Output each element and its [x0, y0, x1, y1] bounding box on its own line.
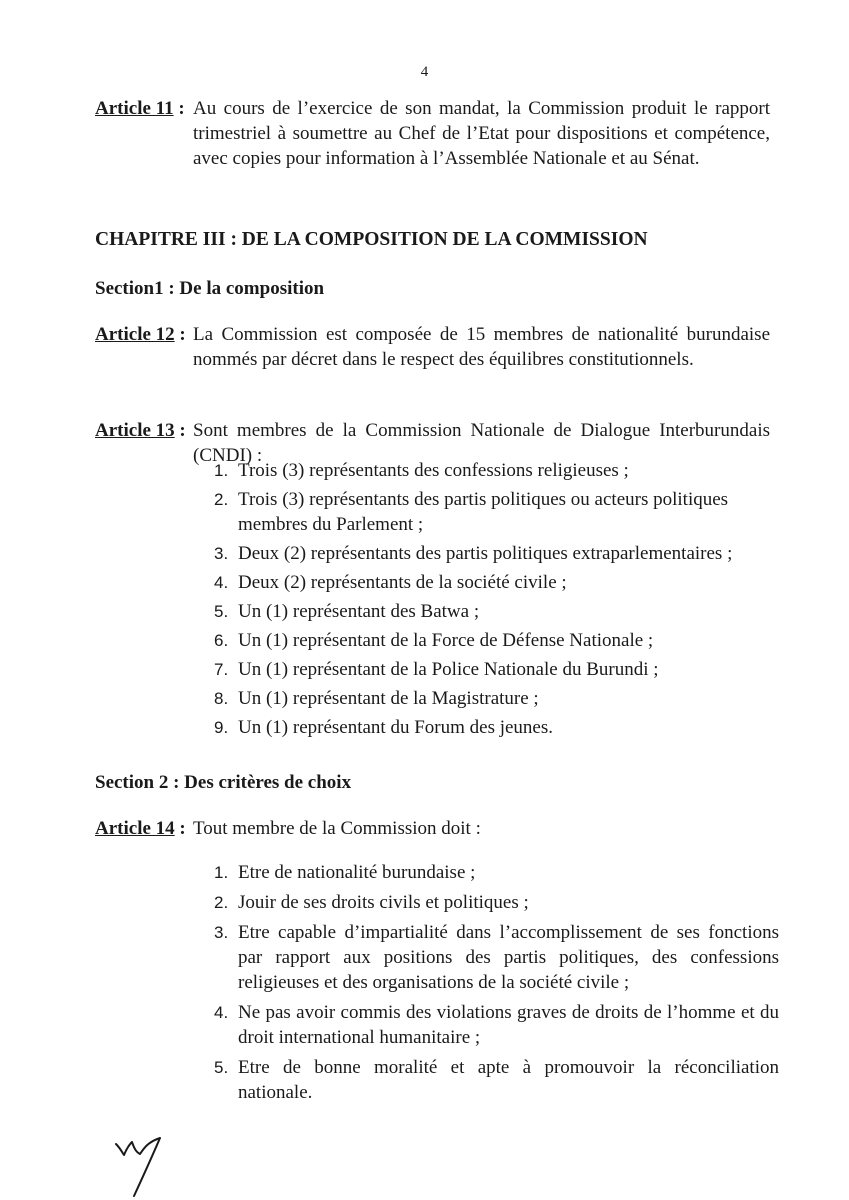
list-item-text: Trois (3) représentants des partis politiques ou acteurs politiques membres du Parlement ; [238, 489, 729, 535]
list-item-number: 3. [214, 923, 229, 942]
list-item [214, 920, 779, 995]
list-item [214, 860, 779, 885]
article-13-heading [95, 418, 186, 443]
list-item-number: 5. [214, 602, 229, 621]
article-12 [95, 322, 770, 372]
list-item-number: 3. [214, 544, 229, 563]
article-14 [95, 816, 770, 841]
article-13-colon: : [179, 420, 186, 441]
article-14-text: Tout membre de la Commission doit : [193, 818, 481, 839]
article-12-colon: : [179, 324, 186, 345]
list-item [214, 487, 779, 537]
list-item-text: Un (1) représentant du Forum des jeunes. [238, 717, 554, 738]
list-item [214, 657, 779, 682]
article-13-label: Article 13 [95, 420, 175, 441]
list-item-number: 4. [214, 573, 229, 592]
list-item-text: Trois (3) représentants des confessions religieuses ; [238, 460, 629, 481]
article-13-member-list [214, 458, 779, 744]
article-14-criteria-list [214, 860, 779, 1110]
list-item-text: Jouir de ses droits civils et politiques ; [238, 892, 529, 913]
list-item-text: Etre de bonne moralité et apte à promouvoir la réconciliation nationale. [238, 1057, 779, 1103]
list-item-text: Ne pas avoir commis des violations graves de droits de l’homme et du droit international humanitaire ; [238, 1002, 779, 1048]
article-12-label: Article 12 [95, 324, 175, 345]
list-item-number: 5. [214, 1058, 229, 1077]
list-item-number: 8. [214, 689, 229, 708]
article-11-text: Au cours de l’exercice de son mandat, la Commission produit le rapport trimestriel à soumettre au Chef de l’Etat pour dispositions et compétence, avec copies pour information à l’Assemblée Nationale et au Sénat. [193, 98, 770, 169]
section-2-title: Section 2 : Des critères de choix [95, 772, 352, 793]
list-item [214, 599, 779, 624]
list-item [214, 1055, 779, 1105]
list-item [214, 1000, 779, 1050]
list-item-text: Deux (2) représentants des partis politiques extraparlementaires ; [238, 543, 733, 564]
list-item [214, 890, 779, 915]
signature-icon [112, 1130, 172, 1200]
list-item-number: 1. [214, 863, 229, 882]
list-item-number: 7. [214, 660, 229, 679]
list-item [214, 458, 779, 483]
article-12-heading [95, 322, 186, 347]
list-item-number: 2. [214, 893, 229, 912]
list-item [214, 541, 779, 566]
article-13-text: Sont membres de la Commission Nationale de Dialogue Interburundais (CNDI) : [193, 420, 770, 466]
list-item-text: Un (1) représentant des Batwa ; [238, 601, 480, 622]
list-item [214, 628, 779, 653]
article-14-heading [95, 816, 186, 841]
chapter-title: CHAPITRE III : DE LA COMPOSITION DE LA COMMISSION [95, 229, 648, 250]
list-item-text: Etre de nationalité burundaise ; [238, 862, 476, 883]
article-14-label: Article 14 [95, 818, 175, 839]
section-1-title: Section1 : De la composition [95, 278, 325, 299]
list-item [214, 715, 779, 740]
list-item-number: 6. [214, 631, 229, 650]
list-item-text: Etre capable d’impartialité dans l’accomplissement de ses fonctions par rapport aux positions des partis politiques, des confessions religieuses et des organisations de la société civile ; [238, 922, 779, 993]
list-item-number: 9. [214, 718, 229, 737]
list-item-text: Deux (2) représentants de la société civile ; [238, 572, 567, 593]
article-12-text: La Commission est composée de 15 membres de nationalité burundaise nommés par décret dans le respect des équilibres constitutionnels. [193, 324, 770, 370]
page-number: 4 [420, 64, 429, 80]
article-11 [95, 96, 770, 171]
list-item-number: 2. [214, 490, 229, 509]
article-14-colon: : [179, 818, 186, 839]
list-item [214, 686, 779, 711]
list-item-text: Un (1) représentant de la Magistrature ; [238, 688, 539, 709]
article-11-colon: : [178, 98, 185, 119]
list-item-number: 1. [214, 461, 229, 480]
list-item-text: Un (1) représentant de la Police Nationale du Burundi ; [238, 659, 659, 680]
list-item-number: 4. [214, 1003, 229, 1022]
list-item [214, 570, 779, 595]
article-11-heading [95, 96, 185, 121]
list-item-text: Un (1) représentant de la Force de Défense Nationale ; [238, 630, 654, 651]
article-11-label: Article 11 [95, 98, 174, 119]
